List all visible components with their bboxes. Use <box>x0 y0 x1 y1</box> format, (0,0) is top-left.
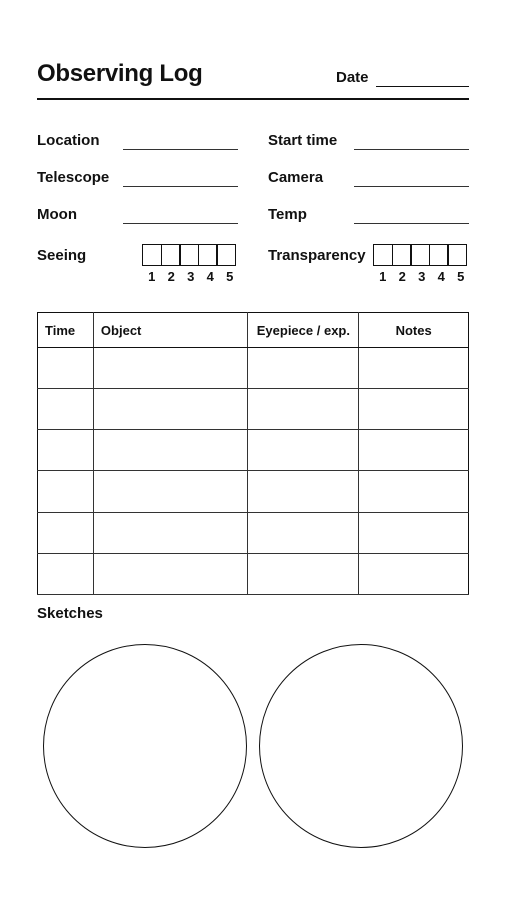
seeing-box-5[interactable] <box>216 244 236 266</box>
seeing-scale <box>142 269 240 284</box>
table-row <box>38 471 469 512</box>
seeing-label: Seeing <box>37 247 87 264</box>
time-cell[interactable] <box>38 553 94 594</box>
camera-field[interactable] <box>354 186 469 187</box>
seeing-box-1[interactable] <box>142 244 162 266</box>
location-label: Location <box>37 132 100 149</box>
transparency-scale-1: 1 <box>379 269 387 284</box>
notes-cell[interactable] <box>359 512 469 553</box>
notes-cell[interactable] <box>359 471 469 512</box>
transparency-scale <box>373 269 471 284</box>
sketch-circle-right[interactable] <box>259 644 463 848</box>
transparency-scale-5: 5 <box>457 269 465 284</box>
column-header-notes: Notes <box>359 313 469 348</box>
time-cell[interactable] <box>38 512 94 553</box>
seeing-scale-2: 2 <box>167 269 175 284</box>
transparency-box-4[interactable] <box>429 244 449 266</box>
moon-label: Moon <box>37 206 77 223</box>
sketches-label: Sketches <box>37 605 103 622</box>
seeing-box-3[interactable] <box>179 244 199 266</box>
seeing-box-2[interactable] <box>161 244 181 266</box>
eyepiece-cell[interactable] <box>248 512 359 553</box>
notes-cell[interactable] <box>359 553 469 594</box>
date-field[interactable] <box>376 86 469 87</box>
transparency-scale-3: 3 <box>418 269 426 284</box>
eyepiece-cell[interactable] <box>248 430 359 471</box>
log-table <box>37 312 469 595</box>
table-row <box>38 348 469 389</box>
eyepiece-cell[interactable] <box>248 553 359 594</box>
object-cell[interactable] <box>93 430 248 471</box>
object-cell[interactable] <box>93 348 248 389</box>
column-header-eyepiece: Eyepiece / exp. <box>248 313 359 348</box>
object-cell[interactable] <box>93 389 248 430</box>
camera-label: Camera <box>268 169 324 186</box>
time-cell[interactable] <box>38 430 94 471</box>
start-time-field[interactable] <box>354 149 469 150</box>
transparency-scale-4: 4 <box>437 269 445 284</box>
seeing-scale-1: 1 <box>148 269 156 284</box>
transparency-rating[interactable] <box>373 244 466 266</box>
eyepiece-cell[interactable] <box>248 389 359 430</box>
seeing-rating[interactable] <box>142 244 235 266</box>
temp-label: Temp <box>268 206 307 223</box>
transparency-scale-2: 2 <box>398 269 406 284</box>
table-row <box>38 512 469 553</box>
seeing-scale-4: 4 <box>206 269 214 284</box>
object-cell[interactable] <box>93 512 248 553</box>
telescope-label: Telescope <box>37 169 110 186</box>
eyepiece-cell[interactable] <box>248 348 359 389</box>
notes-cell[interactable] <box>359 348 469 389</box>
seeing-box-4[interactable] <box>198 244 218 266</box>
object-cell[interactable] <box>93 553 248 594</box>
column-header-object: Object <box>93 313 248 348</box>
transparency-label: Transparency <box>268 247 366 264</box>
table-row <box>38 430 469 471</box>
notes-cell[interactable] <box>359 430 469 471</box>
time-cell[interactable] <box>38 389 94 430</box>
moon-field[interactable] <box>123 223 238 224</box>
table-header-row <box>38 313 469 348</box>
telescope-field[interactable] <box>123 186 238 187</box>
sketch-circle-left[interactable] <box>43 644 247 848</box>
time-cell[interactable] <box>38 348 94 389</box>
column-header-time: Time <box>38 313 94 348</box>
notes-cell[interactable] <box>359 389 469 430</box>
table-row <box>38 389 469 430</box>
transparency-box-5[interactable] <box>447 244 467 266</box>
seeing-scale-3: 3 <box>187 269 195 284</box>
location-field[interactable] <box>123 149 238 150</box>
temp-field[interactable] <box>354 223 469 224</box>
title-divider <box>37 98 469 100</box>
eyepiece-cell[interactable] <box>248 471 359 512</box>
transparency-box-3[interactable] <box>410 244 430 266</box>
time-cell[interactable] <box>38 471 94 512</box>
table-row <box>38 553 469 594</box>
date-label: Date <box>336 69 369 86</box>
seeing-scale-5: 5 <box>226 269 234 284</box>
start-time-label: Start time <box>268 132 338 149</box>
transparency-box-2[interactable] <box>392 244 412 266</box>
object-cell[interactable] <box>93 471 248 512</box>
transparency-box-1[interactable] <box>373 244 393 266</box>
page-title: Observing Log <box>37 60 203 87</box>
